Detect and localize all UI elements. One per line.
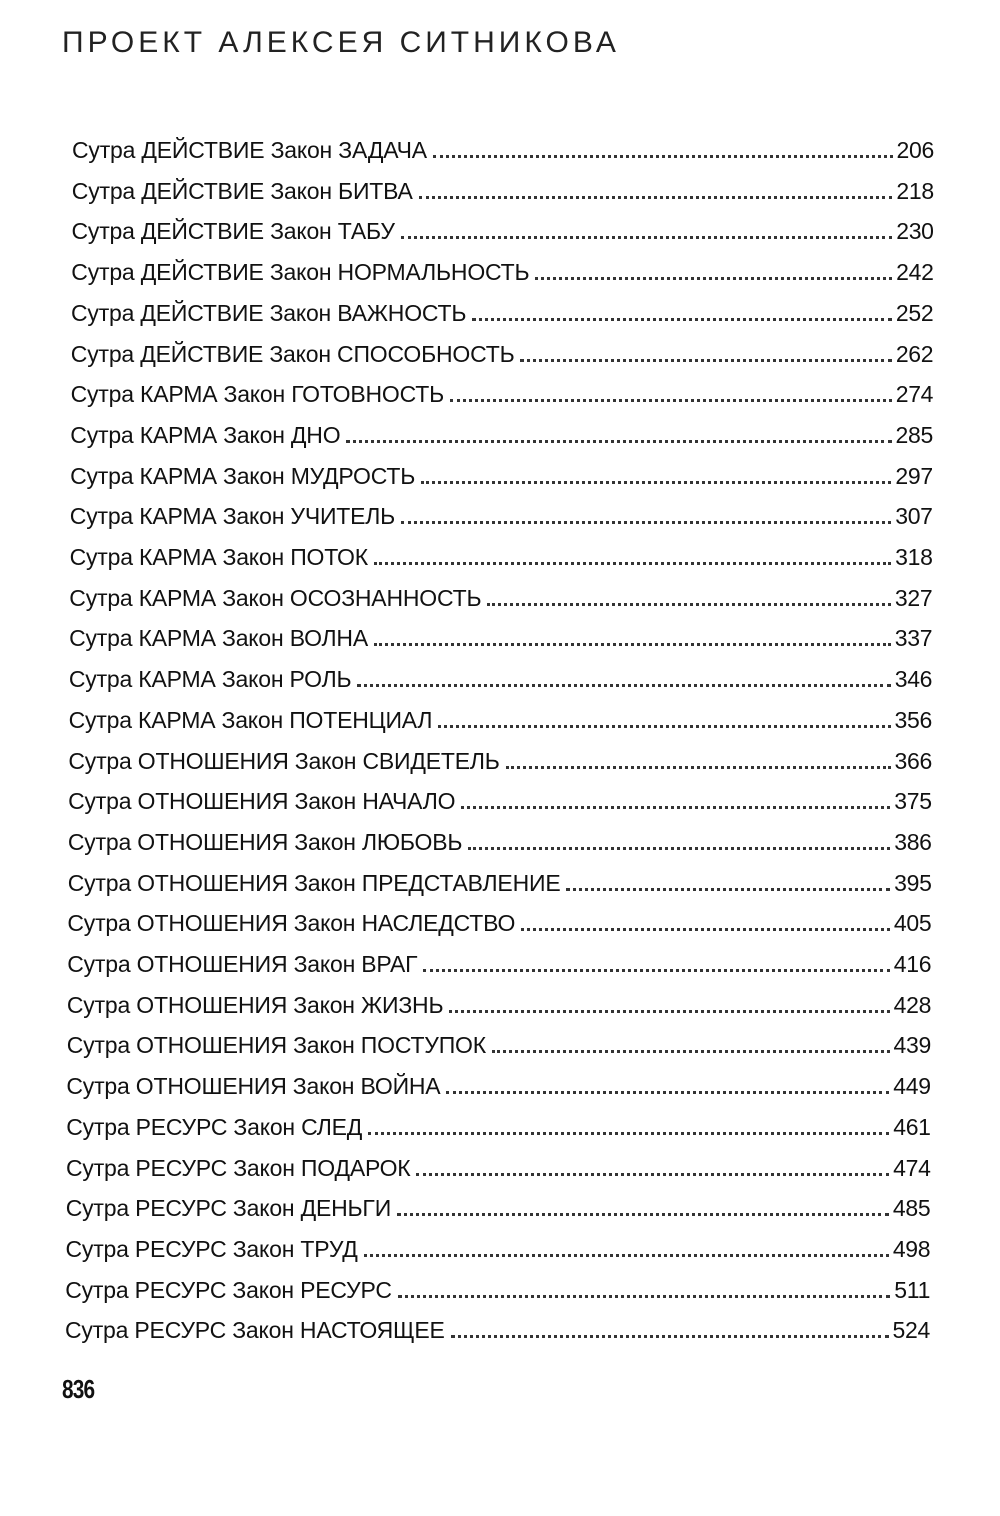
- toc-dot-leader: [450, 399, 892, 402]
- toc-entry: [71, 246, 933, 286]
- toc-entry-page: 327: [894, 584, 933, 611]
- toc-entry-page: 297: [895, 462, 933, 489]
- toc-entry-title: Сутра ДЕЙСТВИЕ Закон ТАБУ: [71, 218, 395, 245]
- toc-dot-leader: [521, 928, 890, 931]
- toc-entry: [72, 124, 934, 164]
- toc-entry-title: Сутра КАРМА Закон ПОТЕНЦИАЛ: [68, 706, 433, 733]
- toc-entry-title: Сутра РЕСУРС Закон РЕСУРС: [65, 1276, 392, 1303]
- toc-entry: [68, 857, 932, 897]
- toc-entry: [66, 1142, 931, 1182]
- toc-dot-leader: [438, 725, 890, 728]
- toc-entry-title: Сутра ОТНОШЕНИЯ Закон СВИДЕТЕЛЬ: [68, 747, 500, 774]
- toc-entry-title: Сутра КАРМА Закон ГОТОВНОСТЬ: [70, 381, 444, 408]
- toc-entry-page: 511: [894, 1276, 931, 1303]
- toc-entry-title: Сутра ДЕЙСТВИЕ Закон ВАЖНОСТЬ: [71, 299, 467, 326]
- toc-entry-title: Сутра КАРМА Закон ДНО: [70, 421, 341, 448]
- toc-entry: [65, 1264, 930, 1304]
- toc-entry-page: 318: [895, 544, 933, 570]
- toc-entry-title: Сутра ОТНОШЕНИЯ Закон ВРАГ: [67, 951, 418, 977]
- toc-dot-leader: [446, 1091, 889, 1094]
- toc-entry: [69, 612, 932, 652]
- toc-entry: [71, 328, 934, 368]
- toc-entry-title: Сутра КАРМА Закон ВОЛНА: [69, 625, 368, 652]
- toc-dot-leader: [374, 562, 891, 565]
- running-header: ПРОЕКТ АЛЕКСЕЯ СИТНИКОВА: [62, 26, 620, 59]
- toc-entry: [71, 287, 933, 327]
- toc-entry-page: 439: [893, 1032, 931, 1059]
- toc-entry-title: Сутра ОТНОШЕНИЯ Закон НАСЛЕДСТВО: [67, 910, 516, 937]
- toc-entry-page: 274: [895, 381, 934, 408]
- toc-entry-title: Сутра ДЕЙСТВИЕ Закон СПОСОБНОСТЬ: [70, 340, 515, 367]
- toc-entry-title: Сутра ДЕЙСТВИЕ Закон НОРМАЛЬНОСТЬ: [71, 259, 530, 286]
- toc-entry: [67, 1019, 931, 1059]
- page-number: 836: [62, 1374, 95, 1404]
- toc-entry-title: Сутра КАРМА Закон ОСОЗНАННОСТЬ: [69, 584, 482, 611]
- toc-dot-leader: [451, 1335, 889, 1338]
- toc-entry: [69, 572, 932, 612]
- toc-entry-title: Сутра КАРМА Закон УЧИТЕЛЬ: [69, 503, 396, 530]
- toc-dot-leader: [449, 1010, 889, 1013]
- toc-entry-title: Сутра РЕСУРС Закон ПОДАРОК: [66, 1154, 411, 1181]
- toc-entry-page: 366: [894, 747, 932, 774]
- toc-entry: [66, 1182, 931, 1222]
- toc-entry-title: Сутра ДЕЙСТВИЕ Закон БИТВА: [71, 177, 413, 204]
- toc-entry: [70, 531, 933, 571]
- toc-entry-title: Сутра РЕСУРС Закон НАСТОЯЩЕЕ: [65, 1317, 445, 1344]
- toc-entry-title: Сутра КАРМА Закон ПОТОК: [69, 544, 368, 570]
- toc-entry: [67, 979, 931, 1019]
- toc-entry: [67, 938, 931, 978]
- toc-dot-leader: [398, 1295, 891, 1298]
- toc-entry-page: 405: [893, 910, 932, 937]
- toc-entry-page: 428: [893, 991, 932, 1018]
- toc-dot-leader: [461, 806, 890, 809]
- toc-entry-title: Сутра ОТНОШЕНИЯ Закон ПРЕДСТАВЛЕНИЕ: [67, 869, 561, 896]
- toc-entry: [66, 1060, 930, 1100]
- toc-entry-title: Сутра КАРМА Закон МУДРОСТЬ: [70, 462, 416, 489]
- toc-dot-leader: [468, 847, 890, 850]
- toc-entry: [69, 694, 932, 734]
- toc-entry-page: 346: [894, 666, 933, 693]
- toc-dot-leader: [346, 440, 891, 443]
- toc-entry: [65, 1304, 930, 1344]
- toc-dot-leader: [492, 1050, 890, 1053]
- toc-entry-page: 449: [893, 1073, 931, 1100]
- toc-entry-page: 416: [893, 951, 932, 977]
- toc-entry: [68, 735, 932, 775]
- toc-entry-page: 474: [893, 1154, 931, 1181]
- toc-entry-page: 356: [894, 706, 932, 733]
- toc-dot-leader: [433, 155, 893, 158]
- toc-dot-leader: [419, 196, 893, 199]
- toc-entry-page: 218: [896, 177, 934, 204]
- toc-dot-leader: [357, 684, 890, 687]
- toc-entry-title: Сутра ОТНОШЕНИЯ Закон ПОСТУПОК: [66, 1032, 486, 1059]
- toc-entry: [67, 897, 931, 937]
- toc-entry-title: Сутра ОТНОШЕНИЯ Закон НАЧАЛО: [68, 788, 456, 815]
- toc-entry-page: 386: [894, 828, 932, 855]
- toc-dot-leader: [520, 359, 891, 362]
- toc-entry-title: Сутра ОТНОШЕНИЯ Закон ЖИЗНЬ: [66, 991, 444, 1018]
- toc-entry: [66, 1223, 931, 1263]
- toc-entry: [68, 775, 932, 815]
- toc-dot-leader: [374, 643, 891, 646]
- toc-entry-title: Сутра ДЕЙСТВИЕ Закон ЗАДАЧА: [72, 137, 427, 163]
- toc-dot-leader: [423, 969, 889, 972]
- toc-dot-leader: [397, 1213, 889, 1216]
- toc-entry-title: Сутра КАРМА Закон РОЛЬ: [68, 666, 352, 693]
- toc-entry: [71, 368, 934, 408]
- toc-entry-title: Сутра РЕСУРС Закон ТРУД: [65, 1235, 358, 1262]
- toc-dot-leader: [487, 603, 891, 606]
- toc-dot-leader: [401, 521, 891, 524]
- toc-entry-page: 524: [892, 1317, 930, 1344]
- toc-entry-page: 307: [895, 503, 933, 530]
- toc-entry: [69, 653, 932, 693]
- toc-entry-title: Сутра РЕСУРС Закон СЛЕД: [66, 1113, 363, 1140]
- toc-dot-leader: [416, 1173, 889, 1176]
- toc-entry-page: 206: [896, 137, 934, 163]
- toc-dot-leader: [368, 1132, 889, 1135]
- toc-dot-leader: [472, 318, 892, 321]
- toc-dot-leader: [566, 888, 890, 891]
- toc-dot-leader: [364, 1254, 889, 1257]
- toc-dot-leader: [421, 481, 891, 484]
- toc-entry-title: Сутра РЕСУРС Закон ДЕНЬГИ: [65, 1195, 392, 1222]
- toc-entry: [72, 205, 934, 245]
- toc-entry: [72, 165, 934, 205]
- toc-entry-page: 461: [893, 1113, 931, 1140]
- toc-entry-page: 375: [894, 788, 932, 815]
- toc-dot-leader: [535, 277, 892, 280]
- toc-entry: [70, 490, 933, 530]
- toc-dot-leader: [506, 766, 891, 769]
- toc-entry-page: 337: [894, 625, 933, 652]
- toc-entry-page: 252: [895, 299, 934, 326]
- toc-entry-page: 485: [892, 1195, 931, 1222]
- toc-entry: [70, 450, 933, 490]
- toc-dot-leader: [401, 236, 892, 239]
- toc-entry-page: 230: [896, 218, 934, 245]
- toc-entry-page: 395: [894, 869, 932, 896]
- toc-entry-title: Сутра ОТНОШЕНИЯ Закон ВОЙНА: [66, 1073, 441, 1100]
- toc-entry: [70, 409, 933, 449]
- toc-entry-page: 262: [895, 340, 934, 367]
- toc-entry-page: 242: [896, 259, 934, 286]
- toc-entry: [68, 816, 932, 856]
- toc-entry-page: 285: [895, 421, 933, 448]
- toc-entry-title: Сутра ОТНОШЕНИЯ Закон ЛЮБОВЬ: [67, 828, 463, 855]
- toc-entry: [66, 1101, 931, 1141]
- toc-entry-page: 498: [892, 1235, 931, 1262]
